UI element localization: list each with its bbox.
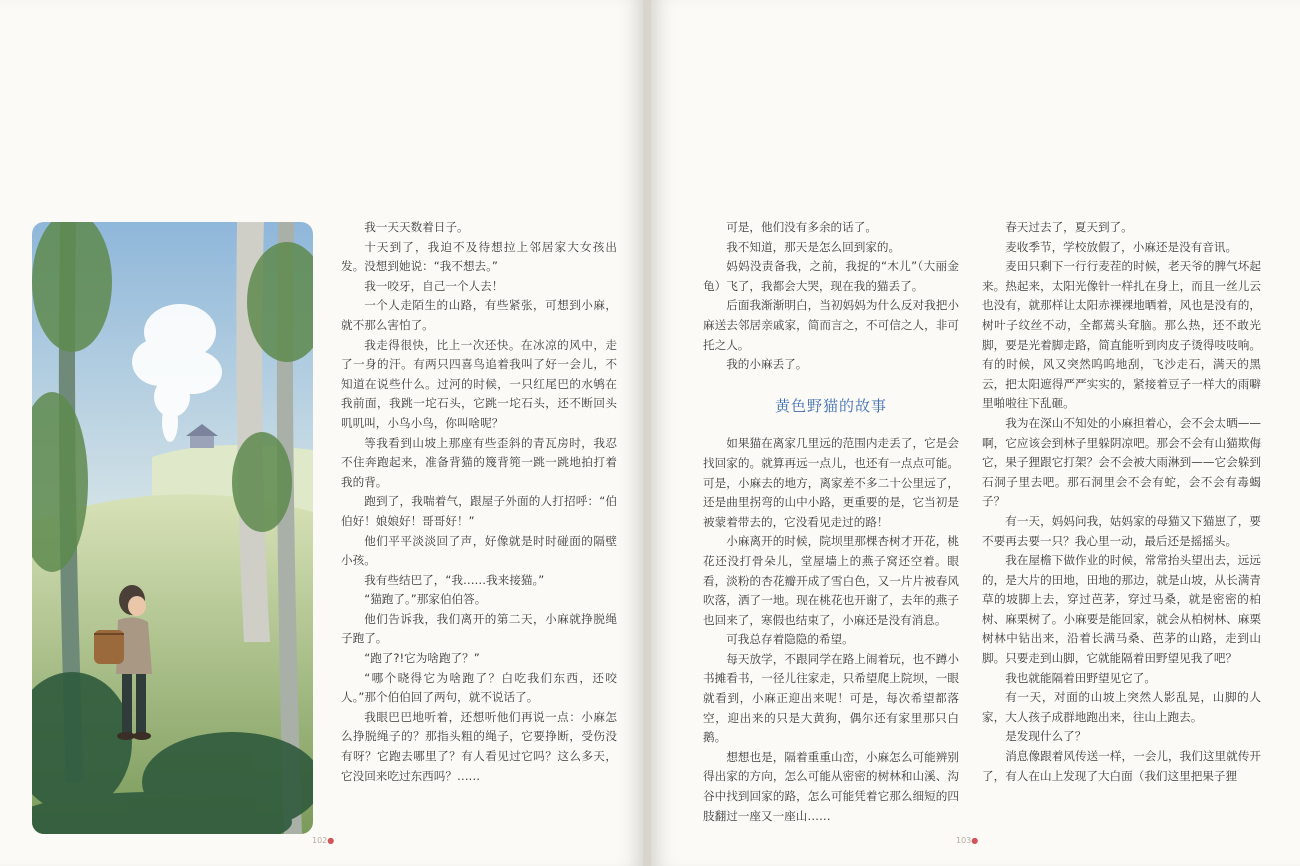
paragraph: 妈妈没责备我，之前，我捉的“木儿”（大丽金龟）飞了，我都会大哭，现在我的猫丢了。 (703, 259, 959, 293)
paragraph: 他们告诉我，我们离开的第二天，小麻就挣脱绳子跑了。 (341, 611, 617, 646)
right-page (651, 0, 1300, 866)
paragraph: 我走得很快，比上一次还快。在冰凉的风中，走了一身的汗。有两只四喜鸟追着我叫了好一会儿，不知道在说些什么。过河的时候，一只红尾巴的水鸲在我前面，我跳一坨石头，它跳一坨石头，还不断回头叽叽叫，小鸟小鸟，你叫啥呢？ (341, 337, 617, 430)
paragraph: 是发现什么了？ (1005, 729, 1087, 744)
paragraph: 跑到了，我喘着气，跟屋子外面的人打招呼：“伯伯好！娘娘好！哥哥好！” (341, 494, 617, 528)
paragraph: 麦收季节，学校放假了，小麻还是没有音讯。 (1005, 239, 1238, 254)
paragraph: 春天过去了，夏天到了。 (1005, 220, 1133, 234)
paragraph: 我也就能隔着田野望见它了。 (1005, 670, 1156, 685)
paragraph: 我不知道，那天是怎么回到家的。 (726, 239, 901, 254)
book-gutter (643, 0, 651, 866)
paragraph: 想想也是，隔着重重山峦，小麻怎么可能辨别得出家的方向，怎么可能从密密的树林和山溪、沟谷中找到回家的路，怎么可能凭着它那么细短的四肢翻过一座又一座山…… (703, 749, 959, 823)
paragraph: 有一天，对面的山坡上突然人影乱晃，山脚的人家，大人孩子成群地跑出来，往山上跑去。 (982, 690, 1261, 724)
paragraph: “哪个晓得它为啥跑了？白吃我们东西，还咬人。”那个伯伯回了两句，就不说话了。 (341, 670, 617, 705)
right-text-column-a (703, 218, 959, 826)
page-number-right: 103● (956, 836, 979, 845)
paragraph: 我为在深山不知处的小麻担着心，会不会太晒——啊，它应该会到林子里躲阴凉吧。那会不会有山猫欺侮它，果子狸跟它打架？会不会被大雨淋到——它会躲到石洞子里去吧。那石洞里会不会有蛇，会不会有毒蝎子？ (982, 415, 1261, 509)
paragraph: 小麻离开的时候，院坝里那棵杏树才开花，桃花还没打骨朵儿，堂屋墙上的燕子窝还空着。眼看，淡粉的杏花瓣开成了雪白色，又一片片被春风吹落，洒了一地。现在桃花也开谢了，去年的燕子也回来了，寒假也结束了，小麻还是没有消息。 (703, 534, 959, 627)
paragraph: 如果猫在离家几里远的范围内走丢了，它是会找回家的。就算再远一点儿，也还有一点点可能。可是，小麻去的地方，离家差不多二十公里远了，还是曲里拐弯的山中小路，更重要的是，它当初是被蒙着带去的，它没看见走过的路！ (703, 436, 959, 529)
paragraph: “跑了?!它为啥跑了？” (364, 651, 480, 666)
paragraph: 等我看到山坡上那座有些歪斜的青瓦房时，我忍不住奔跑起来，准备背猫的篾背篼一跳一跳地拍打着我的背。 (341, 435, 617, 489)
paragraph: 我眼巴巴地听着，还想听他们再说一点：小麻怎么挣脱绳子的？那指头粗的绳子，它要挣断，受伤没有呀？它跑去哪里了？有人看见过它吗？这么多天，它没回来吃过东西吗？…… (341, 709, 617, 783)
paragraph: 十天到了，我迫不及待想拉上邻居家大女孩出发。没想到她说：“我不想去。” (341, 239, 617, 274)
paragraph: 有一天，妈妈问我，姑妈家的母猫又下猫崽了，要不要再去要一只？我心里一动，最后还是摇摇头。 (982, 513, 1261, 548)
left-page (0, 0, 643, 866)
paragraph: 麦田只剩下一行行麦茬的时候，老天爷的脾气坏起来。热起来，太阳光像针一样扎在身上，而且一丝儿云也没有，就那样让太阳赤裸裸地晒着，风也是没有的，树叶子纹丝不动，全都蔫头耷脑。那么热，还不敢光脚，要是光着脚走路，简直能听到肉皮子烫得吱吱响。有的时候，风又突然呜呜地刮，飞沙走石，满天的黑云，把太阳遮得严严实实的，紧接着豆子一样大的雨噼里啪啦往下乱砸。 (982, 259, 1261, 411)
paragraph: 我一天天数着日子。 (364, 220, 469, 234)
left-text-column (341, 218, 617, 786)
forest-girl-illustration (32, 222, 313, 834)
paragraph: 后面我渐渐明白，当初妈妈为什么反对我把小麻送去邻居亲戚家，简而言之，不可信之人，非可托之人。 (703, 298, 959, 352)
paragraph: 我在屋檐下做作业的时候，常常抬头望出去，远远的，是大片的田地，田地的那边，就是山坡，从长满青草的坡脚上去，穿过芭茅，穿过马桑，就是密密的柏树、麻栗树了。小麻要是能回家，就会从柏树林、麻栗树林中钻出来，沿着长满马桑、芭茅的山路，走到山脚。只要走到山脚，它就能隔着田野望见我了吧？ (982, 553, 1261, 666)
paragraph: 我有些结巴了，“我……我来接猫。” (364, 572, 545, 587)
paragraph: 可是，他们没有多余的话了。 (726, 220, 877, 234)
paragraph: 消息像跟着风传送一样，一会儿，我们这里就传开了，有人在山上发现了大白面（我们这里把果子狸 (982, 749, 1261, 783)
paragraph: 可我总存着隐隐的希望。 (726, 632, 854, 647)
section-title: 黄色野猫的故事 (774, 396, 887, 415)
paragraph: 每天放学，不跟同学在路上闹着玩，也不蹲小书摊看书，一径儿往家走，只希望爬上院坝，一眼就看到，小麻正迎出来呢！可是，每次希望都落空，迎出来的只是大黄狗，偶尔还有家里那只白鹅。 (703, 651, 959, 745)
paragraph: “猫跑了。”那家伯伯答。 (364, 592, 487, 607)
paragraph: 一个人走陌生的山路，有些紧张，可想到小麻，就不那么害怕了。 (341, 298, 617, 332)
paragraph: 我的小麻丢了。 (726, 357, 808, 372)
page-number-left: 102● (312, 836, 335, 845)
paragraph: 他们平平淡淡回了声，好像就是时时碰面的隔壁小孩。 (341, 533, 617, 568)
right-text-column-b (982, 218, 1261, 786)
paragraph: 我一咬牙，自己一个人去！ (364, 278, 504, 293)
